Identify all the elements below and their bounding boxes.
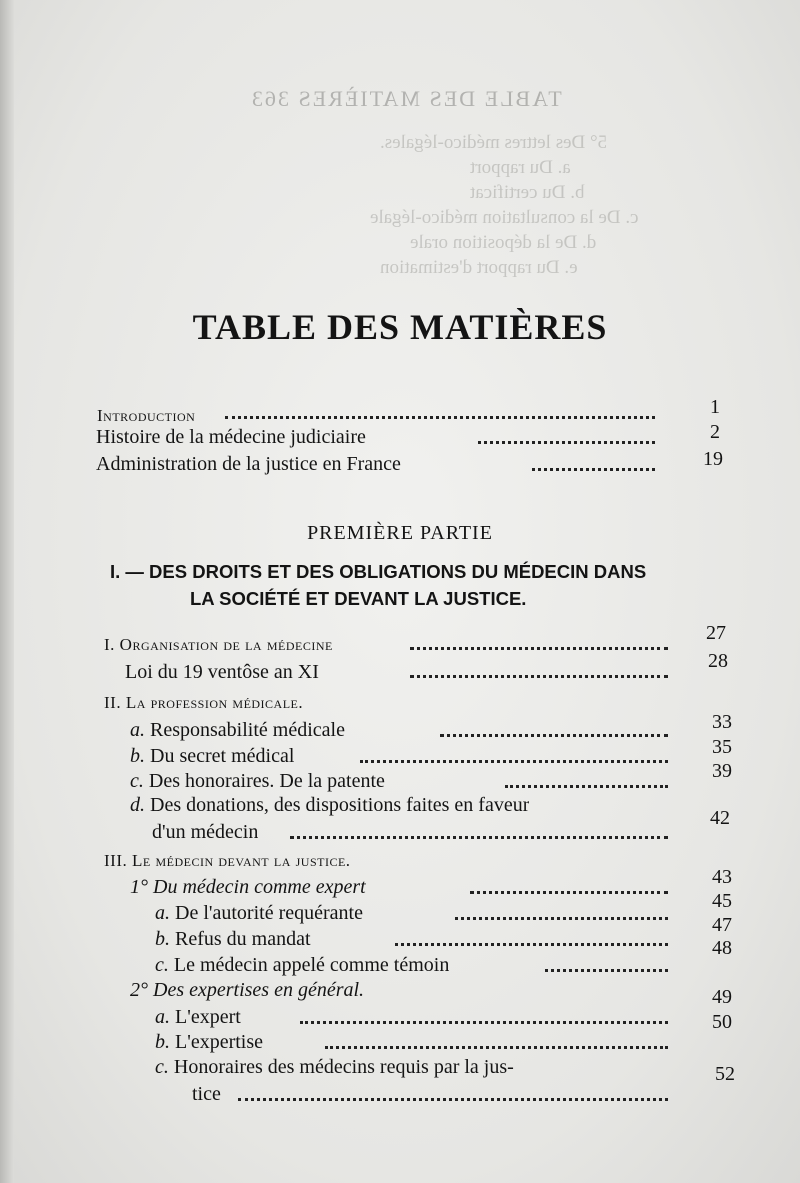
toc-leader bbox=[410, 675, 668, 678]
toc-page-number: 19 bbox=[703, 448, 723, 470]
toc-entry-label: III. Le médecin devant la justice. bbox=[104, 851, 351, 870]
toc-entry-label: Du secret médical bbox=[150, 745, 295, 767]
toc-leader bbox=[478, 441, 655, 444]
toc-entry bbox=[130, 768, 385, 794]
toc-entry-label: Des donations, des dispositions faites en faveur bbox=[150, 794, 530, 816]
toc-page-number: 39 bbox=[712, 760, 732, 782]
part-heading: PREMIÈRE PARTIE bbox=[307, 522, 493, 544]
toc-page-number: 33 bbox=[712, 711, 732, 733]
toc-entry-letter: b. bbox=[155, 928, 170, 950]
toc-page-number: 1 bbox=[710, 396, 720, 418]
toc-entry-label: Administration de la justice en France bbox=[96, 453, 401, 475]
toc-page-number: 52 bbox=[715, 1063, 735, 1085]
toc-entry-letter: d. bbox=[130, 794, 145, 816]
toc-page-number: 35 bbox=[712, 736, 732, 758]
bleed-through-line: e. Du rapport d'estimation bbox=[380, 257, 578, 278]
bleed-through-line: c. De la consultation médico-légale bbox=[370, 207, 639, 228]
toc-entry-label: d'un médecin bbox=[152, 821, 259, 843]
toc-leader bbox=[532, 468, 655, 471]
toc-entry-label: Des honoraires. De la patente bbox=[148, 770, 385, 792]
toc-leader bbox=[238, 1098, 668, 1101]
bleed-through-header: TABLE DES MATIÈRES 363 bbox=[250, 86, 562, 111]
toc-entry-label: I. Organisation de la médecine bbox=[104, 635, 333, 654]
bleed-through-line: 5° Des lettres médico-légales. bbox=[380, 132, 608, 153]
toc-leader bbox=[440, 734, 668, 737]
toc-entry-letter: c. bbox=[155, 954, 169, 976]
toc-leader bbox=[300, 1021, 668, 1024]
toc-leader bbox=[505, 785, 668, 788]
toc-entry-letter: a. bbox=[155, 1006, 170, 1028]
toc-entry-label: L'expert bbox=[175, 1006, 241, 1028]
toc-entry-label: Honoraires des médecins requis par la jus- bbox=[173, 1056, 514, 1078]
toc-entry bbox=[130, 743, 294, 769]
toc-entry-letter: a. bbox=[155, 902, 170, 924]
section-heading-line1: I. — DES DROITS ET DES OBLIGATIONS DU MÉDECIN DANS bbox=[110, 561, 647, 582]
toc-leader bbox=[455, 917, 668, 920]
toc-leader bbox=[395, 943, 668, 946]
toc-page-number: 27 bbox=[706, 622, 726, 644]
toc-entry-label: 1° Du médecin comme expert bbox=[130, 876, 366, 898]
toc-entry-label: Introduction bbox=[97, 406, 196, 425]
toc-entry-label: Le médecin appelé comme témoin bbox=[173, 954, 450, 976]
toc-entry-letter: c. bbox=[155, 1056, 169, 1078]
toc-entry bbox=[155, 1054, 514, 1080]
toc-page-number: 45 bbox=[712, 890, 732, 912]
toc-entry-label: Loi du 19 ventôse an XI bbox=[125, 661, 319, 683]
toc-entry-letter: b. bbox=[130, 745, 145, 767]
toc-page-number: 48 bbox=[712, 937, 732, 959]
toc-entry bbox=[155, 1004, 241, 1030]
toc-entry-label: L'expertise bbox=[175, 1031, 264, 1053]
toc-leader bbox=[325, 1046, 668, 1049]
toc-entry-letter: a. bbox=[130, 719, 145, 741]
toc-page-number: 28 bbox=[708, 650, 728, 672]
section-heading-line2: LA SOCIÉTÉ ET DEVANT LA JUSTICE. bbox=[190, 588, 527, 609]
toc-leader bbox=[410, 647, 668, 650]
toc-entry bbox=[130, 717, 345, 743]
toc-page-number: 43 bbox=[712, 866, 732, 888]
toc-entry-label: De l'autorité requérante bbox=[175, 902, 363, 924]
toc-entry-label: tice bbox=[192, 1083, 221, 1105]
toc-entry-label: 2° Des expertises en général. bbox=[130, 979, 365, 1001]
toc-page-number: 2 bbox=[710, 421, 720, 443]
toc-entry-letter: b. bbox=[155, 1031, 170, 1053]
toc-entry bbox=[130, 792, 529, 818]
page-spine-shadow bbox=[0, 0, 14, 1183]
toc-leader bbox=[545, 969, 668, 972]
bleed-through-line: d. De la déposition orale bbox=[410, 232, 597, 253]
toc-page-number: 47 bbox=[712, 914, 732, 936]
toc-leader bbox=[470, 891, 668, 894]
toc-leader bbox=[360, 760, 668, 763]
toc-entry-label: II. La profession médicale. bbox=[104, 693, 304, 712]
toc-leader bbox=[290, 836, 668, 839]
toc-entry-letter: c. bbox=[130, 770, 144, 792]
toc-entry bbox=[155, 900, 363, 926]
toc-entry bbox=[155, 926, 311, 952]
toc-entry bbox=[155, 1029, 263, 1055]
toc-page-number: 49 bbox=[712, 986, 732, 1008]
toc-entry-label: Refus du mandat bbox=[175, 928, 311, 950]
toc-page-number: 50 bbox=[712, 1011, 732, 1033]
page-title: TABLE DES MATIÈRES bbox=[192, 307, 608, 347]
toc-entry-label: Responsabilité médicale bbox=[150, 719, 345, 741]
toc-page-number: 42 bbox=[710, 807, 730, 829]
toc-leader bbox=[225, 416, 655, 419]
toc-entry bbox=[155, 952, 449, 978]
bleed-through-line: a. Du rapport bbox=[470, 157, 571, 178]
toc-entry-label: Histoire de la médecine judiciaire bbox=[96, 426, 366, 448]
bleed-through-line: b. Du certificat bbox=[470, 182, 585, 203]
